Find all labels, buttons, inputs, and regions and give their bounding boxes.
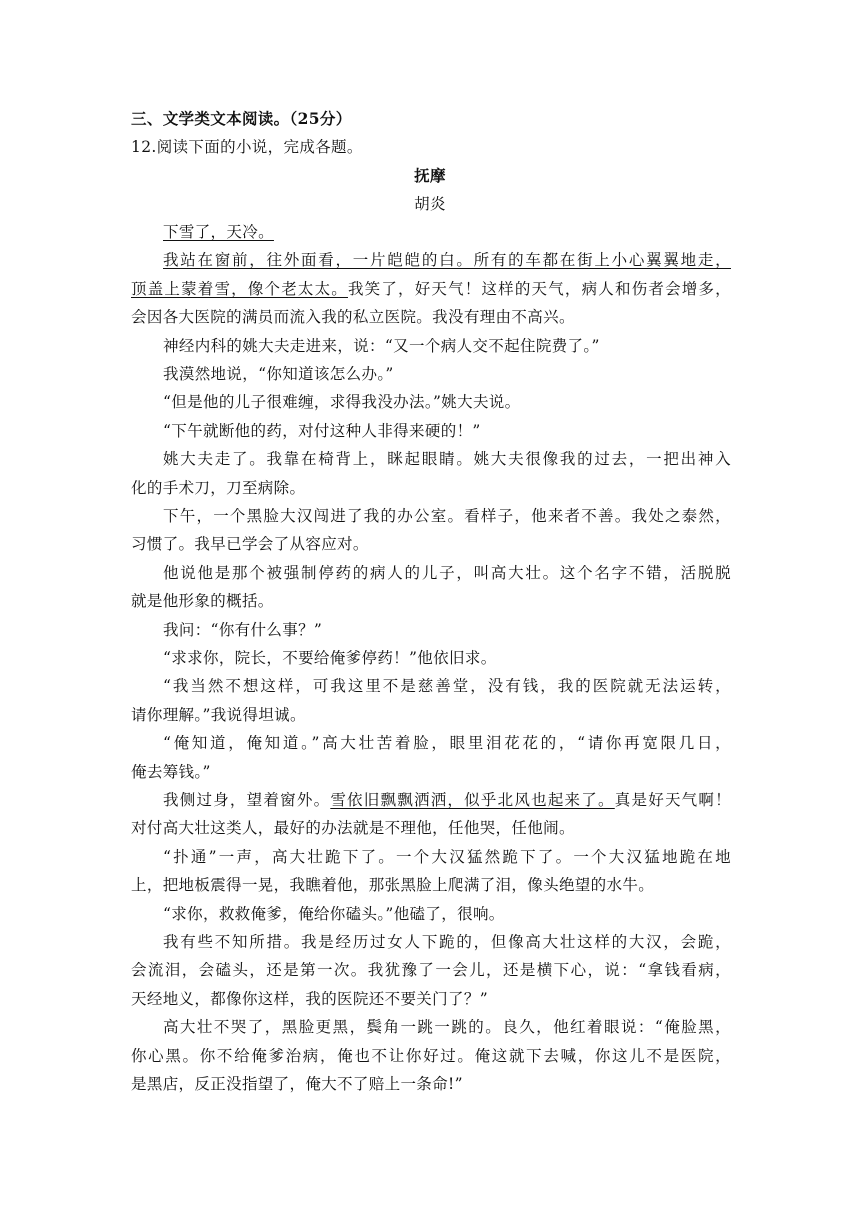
story-line	[131, 477, 731, 499]
text-segment: 姚大夫走了。我靠在椅背上，眯起眼睛。姚大夫很像我的过去，一把出神入	[163, 450, 731, 468]
text-segment: “扑通”一声，高大壮跪下了。一个大汉猛然跪下了。一个大汉猛地跪在地	[163, 848, 731, 866]
text-segment: 俺去筹钱。”	[131, 763, 211, 781]
story-line	[163, 846, 731, 868]
story-line	[131, 817, 731, 839]
story-line	[163, 420, 731, 442]
story-line	[163, 448, 731, 470]
text-segment: 他说他是那个被强制停药的病人的儿子，叫高大壮。这个名字不错，活脱脱	[163, 564, 731, 582]
question-prompt: 12.阅读下面的小说，完成各题。	[131, 138, 363, 156]
text-segment: 就是他形象的概括。	[131, 592, 274, 610]
text-segment: “俺知道，俺知道。”高大壮苦着脸，眼里泪花花的，“请你再宽限几日，	[163, 734, 731, 752]
text-segment: 高大壮不哭了，黑脸更黑，鬓角一跳一跳的。良久，他红着眼说：“俺脸黑，	[163, 1018, 731, 1036]
text-segment: 对付高大壮这类人，最好的办法就是不理他，任他哭，任他闹。	[131, 819, 575, 837]
story-line	[163, 391, 731, 413]
text-segment: 是黑店，反正没指望了，俺大不了赔上一条命!”	[131, 1075, 463, 1093]
text-segment: 习惯了。我早已学会了从容应对。	[131, 535, 369, 553]
text-segment: 下午，一个黑脸大汉闯进了我的办公室。看样子，他来者不善。我处之泰然，	[163, 507, 731, 525]
underlined-text: 我站在窗前，往外面看，一片皑皑的白。所有的车都在街上小心翼翼地走，	[163, 251, 731, 269]
story-author: 胡炎	[414, 195, 446, 213]
story-line	[163, 732, 731, 754]
section-heading: 三、文学类文本阅读。（25分）	[131, 109, 352, 128]
story-line	[131, 1045, 731, 1067]
text-segment: 天经地义，都像你这样，我的医院还不要关门了？”	[131, 990, 488, 1008]
text-segment: 你心黑。你不给俺爹治病，俺也不让你好过。俺这就下去喊，你这儿不是医院，	[131, 1047, 731, 1065]
story-line	[163, 619, 731, 641]
story-line	[131, 1073, 731, 1095]
text-segment: “下午就断他的药，对付这种人非得来硬的！”	[163, 422, 481, 440]
text-segment: 神经内科的姚大夫走进来，说：“又一个病人交不起住院费了。”	[163, 337, 600, 355]
text-segment: 真是好天气啊！	[614, 791, 731, 809]
underlined-text: 雪依旧飘飘洒洒，似乎北风也起来了。	[330, 791, 615, 809]
text-segment: 上，把地板震得一晃，我瞧着他，那张黑脸上爬满了泪，像头绝望的水牛。	[131, 876, 655, 894]
story-line	[163, 1016, 731, 1038]
text-segment: 我漠然地说，“你知道该怎么办。”	[163, 365, 394, 383]
text-segment: “求求你，院长，不要给俺爹停药！”他依旧求。	[163, 649, 497, 667]
story-line	[163, 931, 731, 953]
story-line	[163, 363, 731, 385]
underlined-text: 下雪了，天冷。	[163, 223, 274, 241]
story-line	[131, 959, 731, 981]
story-line	[163, 789, 731, 811]
story-line	[131, 761, 731, 783]
story-line	[131, 704, 731, 726]
story-line	[163, 335, 731, 357]
story-line	[163, 675, 731, 697]
text-segment: 我有些不知所措。我是经历过女人下跪的，但像高大壮这样的大汉，会跪，	[163, 933, 731, 951]
story-line	[163, 903, 731, 925]
text-segment: 会因各大医院的满员而流入我的私立医院。我没有理由不高兴。	[131, 308, 575, 326]
story-line	[131, 306, 731, 328]
story-line	[131, 874, 731, 896]
story-line	[131, 590, 731, 612]
story-line	[163, 647, 731, 669]
text-segment: 会流泪，会磕头，还是第一次。我犹豫了一会儿，还是横下心，说：“拿钱看病，	[131, 961, 731, 979]
text-segment: “求你，救救俺爹，俺给你磕头。”他磕了，很响。	[163, 905, 505, 923]
story-title: 抚摩	[414, 166, 446, 185]
story-line	[163, 249, 731, 271]
text-segment: 我侧过身，望着窗外。	[163, 791, 331, 809]
story-line	[163, 221, 731, 243]
text-segment: 我笑了，好天气！这样的天气，病人和伤者会增多，	[347, 280, 731, 298]
story-line	[163, 505, 731, 527]
story-line	[163, 562, 731, 584]
story-line	[131, 533, 731, 555]
text-segment: 我问：“你有什么事？”	[163, 621, 323, 639]
story-line	[131, 988, 731, 1010]
text-segment: 请你理解。”我说得坦诚。	[131, 706, 306, 724]
underlined-text: 顶盖上蒙着雪，像个老太太。	[131, 280, 348, 298]
text-segment: “但是他的儿子很难缠，求得我没办法。”姚大夫说。	[163, 393, 521, 411]
text-segment: “我当然不想这样，可我这里不是慈善堂，没有钱，我的医院就无法运转，	[163, 677, 731, 695]
story-line	[131, 278, 731, 300]
text-segment: 化的手术刀，刀至病除。	[131, 479, 306, 497]
